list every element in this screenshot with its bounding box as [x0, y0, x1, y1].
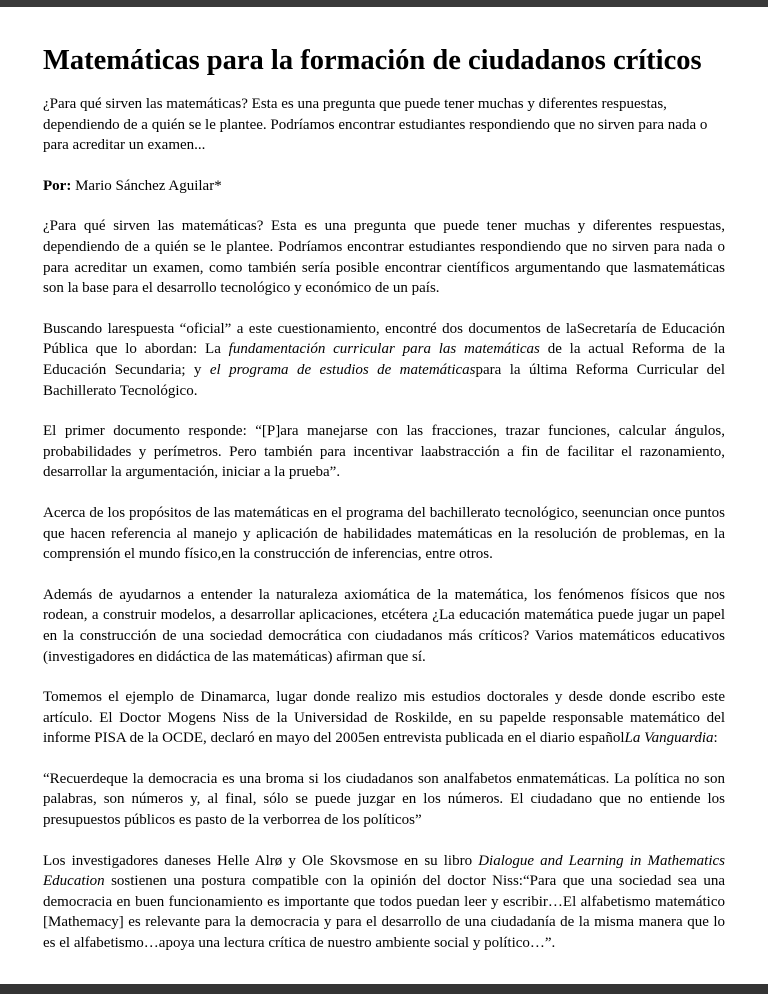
paragraph-6 — [43, 687, 725, 749]
paragraph-text: Además de ayudarnos a entender la naturaleza axiomática de la matemática, los fenómenos físicos que nos rodean, a construir modelos, a desarrollar aplicaciones, etcétera ¿La educación matemática puede jugar un papel en la construcción de una sociedad democrática con ciudadanos más críticos? Varios matemáticos educativos (investigadores en didáctica de las matemáticas) afirman que sí. — [43, 586, 725, 665]
paragraph-text: Acerca de los propósitos de las matemáticas en el programa del bachillerato tecnológico, seenuncian once puntos que hacen referencia al manejo y aplicación de habilidades matemáticas en la resolución de problemas, en la comprensión el mundo físico,en la construcción de inferencias, entre otros. — [43, 504, 725, 563]
paragraph-text: Tomemos el ejemplo de Dinamarca, lugar donde realizo mis estudios doctorales y desde donde escribo este artículo. El Doctor Mogens Niss de la Universidad de Roskilde, en su papelde responsable matemático del informe PISA de la OCDE, declaró en mayo del 2005en entrevista publicada en el diario español — [43, 689, 725, 747]
paragraph-text: Los investigadores daneses Helle Alrø y Ole Skovsmose en su libro — [43, 852, 479, 869]
italic-title-text: fundamentación curricular para las matemáticas — [228, 341, 540, 358]
intro-paragraph — [43, 94, 725, 156]
paragraph-text: de la actual Reforma de la Educación Secundaria; y — [43, 341, 725, 378]
paragraph-3 — [43, 421, 725, 483]
paragraph-4 — [43, 503, 725, 565]
intro-text: ¿Para qué sirven las matemáticas? Esta es una pregunta que puede tener muchas y diferentes respuestas, dependiendo de a quién se le plantee. Podríamos encontrar estudiantes respondiendo que no sirven para nada o para acreditar un examen... — [43, 96, 708, 154]
italic-title-text: Dialogue and Learning in Mathematics Education — [43, 852, 725, 890]
italic-title-text: el programa de estudios de matemáticas — [209, 361, 476, 378]
paragraph-text: sostienen una postura compatible con la opinión del doctor Niss:“Para que una sociedad sea una democracia en buen funcionamiento es importante que todos puedan leer y escribir…El alfabetismo matemático [Mathemacy] es relevante para la democracia y para el desarrollo de una ciudadanía de la misma manera que lo es el alfabetismo…apoya una lectura crítica de nuestro ambiente social y político…”. — [43, 873, 725, 952]
paragraph-5 — [43, 585, 725, 667]
page-title: Matemáticas para la formación de ciudadanos críticos — [43, 45, 702, 76]
bottom-border — [0, 984, 768, 994]
paragraph-text: para la última Reforma Curricular del Bachillerato Tecnológico. — [43, 361, 725, 399]
paragraph-text: ¿Para qué sirven las matemáticas? Esta es una pregunta que puede tener muchas y diferentes respuestas, dependiendo de a quién se le plantee. Podríamos encontrar estudiantes respondiendo que no sirven para nada o para acreditar un examen, como también sería posible encontrar científicos argumentando que lasmatemáticas son la base para el desarrollo tecnológico y económico de un país. — [43, 218, 725, 297]
paragraph-text: : — [713, 730, 718, 747]
paragraph-1 — [43, 216, 725, 298]
paragraph-text: El primer documento responde: “[P]ara manejarse con las fracciones, trazar funciones, calcular ángulos, probabilidades y perímetros. Pero también para incentivar laabstracción a fin de facilitar el razonamiento, desarrollar la argumentación, iniciar a la prueba”. — [43, 423, 725, 481]
paragraph-2 — [43, 319, 725, 401]
paragraph-7-quote — [43, 769, 725, 831]
italic-title-text: La Vanguardia — [624, 730, 714, 747]
byline — [43, 176, 725, 197]
paragraph-text: Buscando larespuesta “oficial” a este cuestionamiento, encontré dos documentos de laSecretaría de Educación Pública que lo abordan: La — [43, 320, 725, 358]
byline-label: Por: — [43, 177, 72, 194]
quote-text: “Recuerdeque la democracia es una broma si los ciudadanos son analfabetos enmatemáticas. La política no son palabras, son números y, al final, sólo se puede juzgar en los números. El ciudadano que no entiende los presupuestos públicos es pasto de la verborrea de los políticos” — [43, 770, 725, 829]
top-border — [0, 0, 768, 7]
byline-author: Mario Sánchez Aguilar* — [71, 177, 222, 194]
paragraph-8 — [43, 851, 725, 954]
